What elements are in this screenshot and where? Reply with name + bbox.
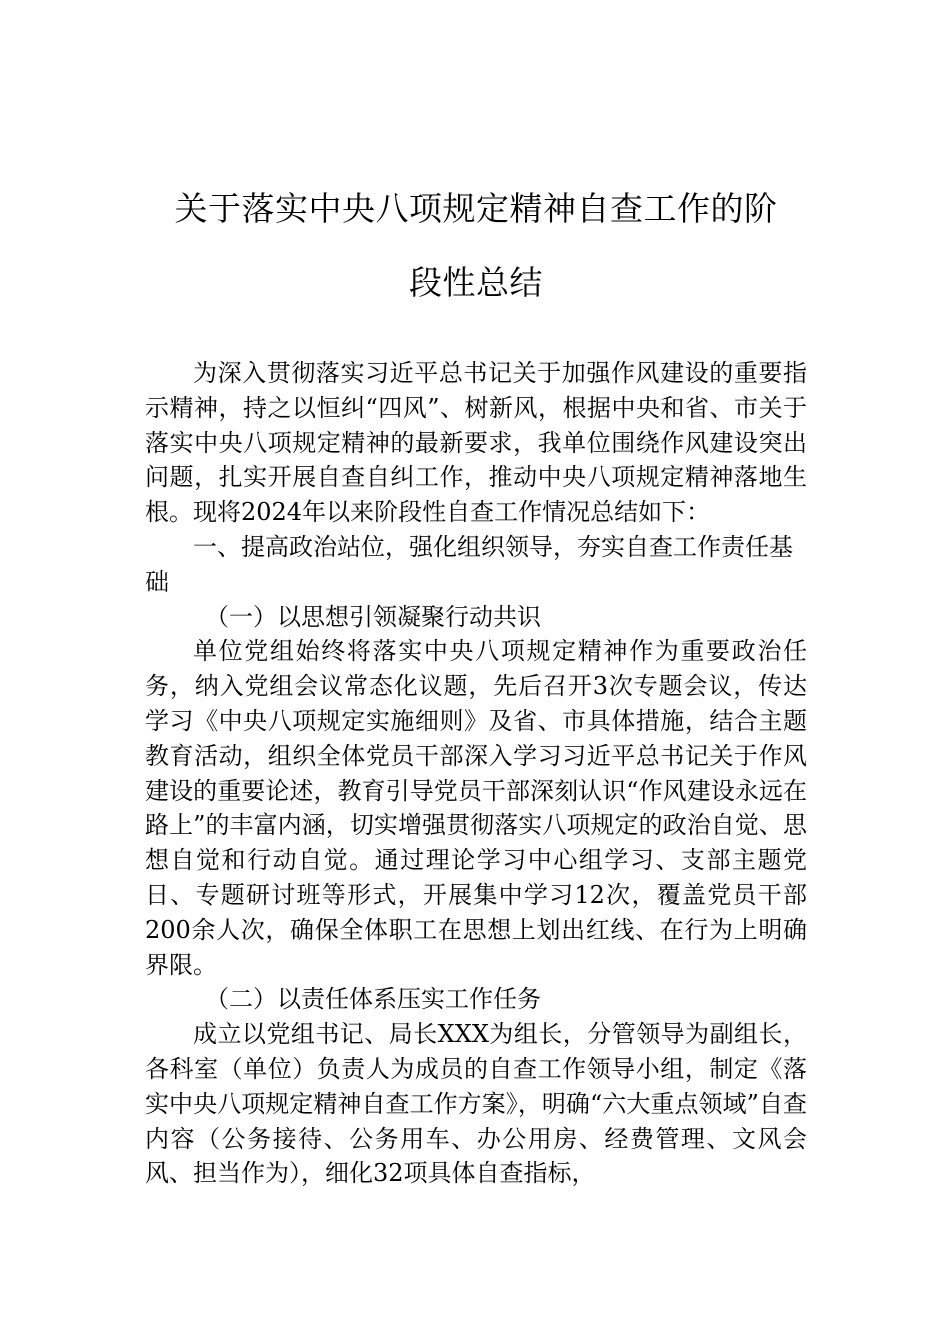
title-line-1: 关于落实中央八项规定精神自查工作的阶 xyxy=(174,189,778,228)
document-page xyxy=(145,172,807,1191)
document-title xyxy=(131,172,821,320)
subsection-2-heading: （二）以责任体系压实工作任务 xyxy=(205,985,541,1014)
subsection-1-heading: （一）以思想引领凝聚行动共识 xyxy=(205,602,541,631)
intro-paragraph: 为深入贯彻落实习近平总书记关于加强作风建设的重要指示精神，持之以恒纠“四风”、树新风，根据中央和省、市关于落实中央八项规定精神的最新要求，我单位围绕作风建设突出问题，扎实开展自查自纠工作，推动中央八项规定精神落地生根。现将2024年以来阶段性自查工作情况总结如下： xyxy=(145,359,807,527)
subsection-1-paragraph: 单位党组始终将落实中央八项规定精神作为重要政治任务，纳入党组会议常态化议题，先后召开3次专题会议，传达学习《中央八项规定实施细则》及省、市具体措施，结合主题教育活动，组织全体党员干部深入学习习近平总书记关于作风建设的重要论述，教育引导党员干部深刻认识“作风建设永远在路上”的丰富内涵，切实增强贯彻落实八项规定的政治自觉、思想自觉和行动自觉。通过理论学习中心组学习、支部主题党日、专题研讨班等形式，开展集中学习12次，覆盖党员干部200余人次，确保全体职工在思想上划出红线、在行为上明确界限。 xyxy=(145,637,807,979)
subsection-2-paragraph: 成立以党组书记、局长XXX为组长，分管领导为副组长，各科室（单位）负责人为成员的自查工作领导小组，制定《落实中央八项规定精神自查工作方案》，明确“六大重点领域”自查内容（公务接待、公务用车、办公用房、经费管理、文风会风、担当作为），细化32项具体自查指标， xyxy=(145,1020,807,1188)
section-1-heading: 一、提高政治站位，强化组织领导，夯实自查工作责任基础 xyxy=(145,532,793,596)
document-body xyxy=(145,356,807,1191)
title-line-2: 段性总结 xyxy=(409,263,543,302)
